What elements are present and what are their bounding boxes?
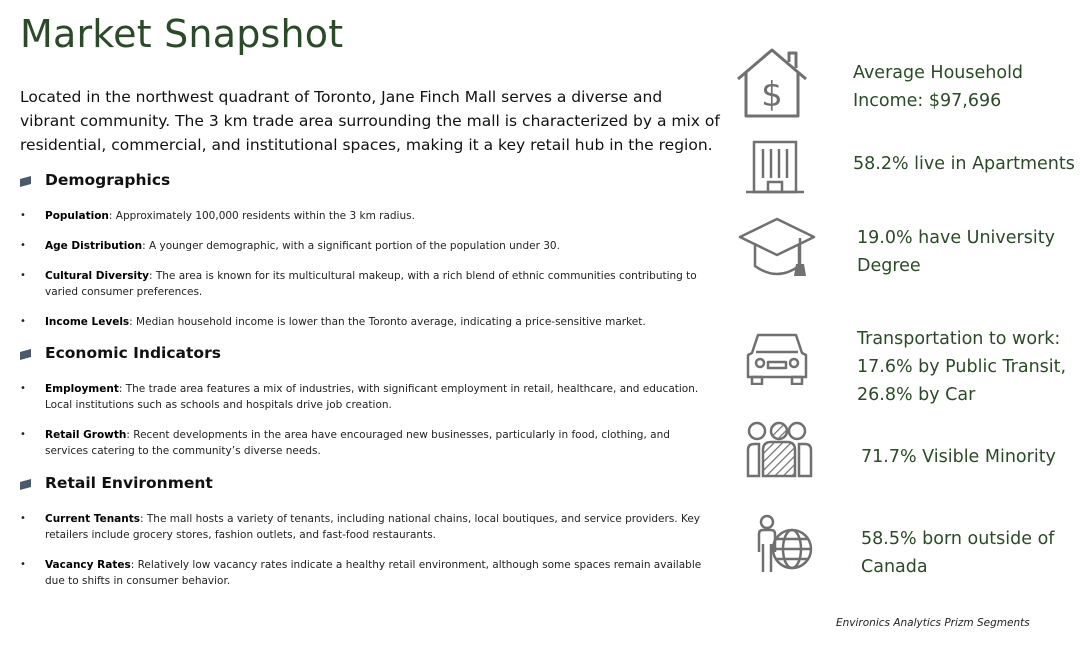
section-demographics [20,171,720,328]
graduation-cap-icon [738,216,816,282]
item-label: Retail Growth [45,429,127,441]
section-marker-icon [20,176,31,187]
stat-transportation: Transportation to work: 17.6% by Public Transit, 26.8% by Car [857,329,1067,405]
item-label: Vacancy Rates [45,559,131,571]
section-retail-environment [20,474,720,587]
bullet-dot: • [20,383,26,394]
item-text: : The trade area features a mix of industries, with significant employment in retail, healthcare, and education. Local institutions such as schools and hospitals drive job creation. [45,383,699,411]
source-note: Environics Analytics Prizm Segments [836,617,1030,629]
bullet-dot: • [20,513,26,524]
item-text: : A younger demographic, with a significant portion of the population under 30. [142,240,560,252]
stat-visible-minority: 71.7% Visible Minority [861,447,1056,467]
item-text: : Recent developments in the area have encouraged new businesses, particularly in food, clothing, and services catering to the community’s diverse needs. [45,429,670,457]
item-label: Age Distribution [45,240,143,252]
diverse-people-icon [745,420,813,478]
bullet-dot: • [20,270,26,281]
section-header [20,474,720,498]
section-marker-icon [20,349,31,360]
section-title: Retail Environment [45,474,213,492]
item-label: Cultural Diversity [45,270,149,282]
intro-paragraph: Located in the northwest quadrant of Toronto, Jane Finch Mall serves a diverse and vibrant community. The 3 km trade area surrounding the mall is characterized by a mix of residential, commercial, and institutional spaces, making it a key retail hub in the region. [20,88,720,154]
item-text: : The mall hosts a variety of tenants, including national chains, local boutiques, and service providers. Key retailers include grocery stores, fashion outlets, and fast-food restaurants. [45,513,700,541]
car-icon [744,329,810,385]
bullet-dot: • [20,240,26,251]
item-text: : Median household income is lower than the Toronto average, indicating a price-sensitive market. [129,316,646,328]
section-economic-indicators [20,344,720,457]
item-label: Employment [45,383,119,395]
section-title: Demographics [45,171,171,189]
apartment-building-icon [746,140,804,194]
item-text: : Approximately 100,000 residents within the 3 km radius. [108,210,415,222]
section-header [20,344,720,368]
bullet-dot: • [20,316,26,327]
stat-university: 19.0% have University Degree [857,228,1055,276]
page-title: Market Snapshot [20,12,344,56]
bullet-dot: • [20,210,26,221]
house-dollar-icon [735,46,809,120]
section-marker-icon [20,479,31,490]
stat-household-income: Average Household Income: $97,696 [853,63,1024,111]
section-header [20,171,720,195]
bullet-dot: • [20,429,26,440]
item-label: Current Tenants [45,513,141,525]
item-label: Income Levels [45,316,130,328]
item-text: : The area is known for its multicultural makeup, with a rich blend of ethnic communities contributing to varied consumer preferences. [45,270,697,298]
section-title: Economic Indicators [45,344,221,362]
person-globe-icon [752,514,814,574]
stat-apartments: 58.2% live in Apartments [853,154,1075,174]
item-label: Population [45,210,109,222]
stat-born-outside: 58.5% born outside of Canada [861,529,1055,577]
svg-text:$: $ [761,75,783,115]
bullet-dot: • [20,559,26,570]
item-text: : Relatively low vacancy rates indicate a healthy retail environment, although some spaces remain available due to shifts in consumer behavior. [45,559,702,587]
